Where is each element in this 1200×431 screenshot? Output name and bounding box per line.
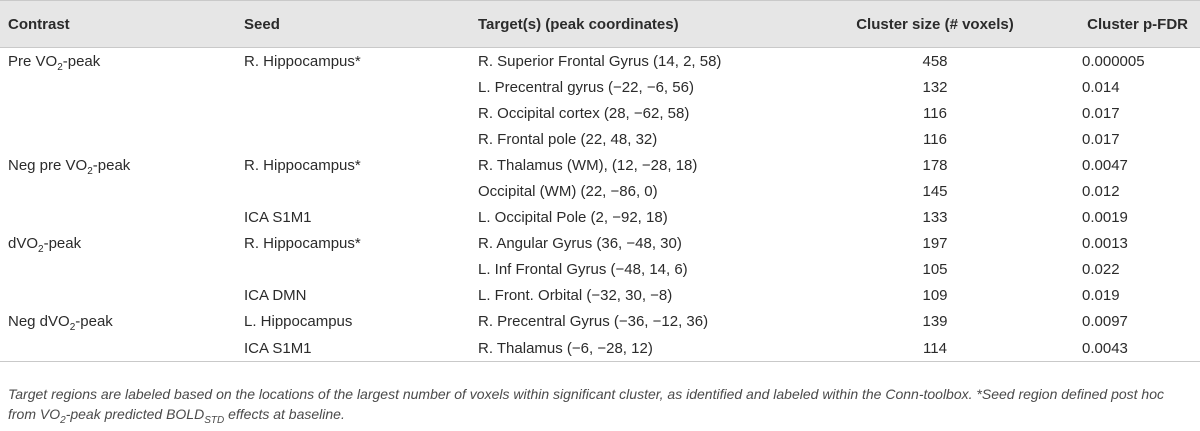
cell-p-fdr: 0.019 (1082, 287, 1120, 305)
cell-contrast (0, 100, 236, 126)
footnote-subscript-2: STD (204, 414, 225, 426)
cell-seed: R. Hippocampus* (244, 52, 361, 70)
cell-contrast (0, 178, 236, 204)
cell-target: R. Thalamus (WM), (12, −28, 18) (478, 156, 698, 174)
cell-contrast (0, 257, 236, 283)
cell-target: Occipital (WM) (22, −86, 0) (478, 183, 658, 201)
cell-seed (236, 126, 470, 152)
table-row (0, 74, 1200, 100)
cell-target: R. Frontal pole (22, 48, 32) (478, 130, 658, 148)
cell-p-fdr: 0.0047 (1082, 156, 1128, 174)
cell-p-fdr: 0.017 (1082, 104, 1120, 122)
contrast-sub: 2 (69, 322, 76, 334)
cell-cluster-size: 458 (922, 52, 948, 70)
cell-seed (236, 74, 470, 100)
header-seed: Seed (244, 15, 280, 33)
table-row (0, 205, 1200, 231)
table-row (0, 100, 1200, 126)
cell-cluster-size: 116 (923, 130, 947, 148)
cell-target: R. Angular Gyrus (36, −48, 30) (478, 235, 682, 253)
contrast-pre: Neg dVO (8, 313, 70, 331)
cell-seed: R. Hippocampus* (244, 235, 361, 253)
contrast-sub: 2 (87, 165, 93, 177)
cell-cluster-size: 132 (922, 78, 948, 96)
footnote-subscript-1: 2 (60, 414, 66, 426)
cell-target: R. Thalamus (−6, −28, 12) (470, 335, 800, 362)
cell-target: L. Precentral gyrus (−22, −6, 56) (478, 78, 694, 96)
footnote-text-1: Target regions are labeled based on the locations of the largest number of voxels within significant cluster, as identified and labeled within the Conn-toolbox. *Seed region defined post hoc from VO (8, 386, 1164, 422)
cell-contrast (0, 126, 236, 152)
cell-p-fdr: 0.000005 (1082, 52, 1145, 70)
table-row (0, 257, 1200, 283)
cell-contrast (0, 283, 236, 309)
cell-target: R. Superior Frontal Gyrus (14, 2, 58) (478, 52, 722, 70)
cell-target: R. Precentral Gyrus (−36, −12, 36) (478, 313, 709, 331)
contrast-sub: 2 (57, 61, 63, 73)
cell-seed: L. Hippocampus (244, 313, 353, 331)
cell-contrast (0, 152, 236, 178)
cell-cluster-size: 139 (922, 313, 948, 331)
cell-contrast (0, 48, 236, 75)
cell-p-fdr: 0.0097 (1082, 313, 1128, 331)
table-footnote (8, 384, 1193, 424)
cell-p-fdr: 0.014 (1082, 78, 1120, 96)
header-p-fdr: Cluster p-FDR (1087, 15, 1188, 33)
cell-seed: ICA S1M1 (244, 209, 312, 227)
table-row (0, 309, 1200, 335)
cell-cluster-size: 109 (922, 287, 948, 305)
cell-target: L. Inf Frontal Gyrus (−48, 14, 6) (478, 261, 688, 279)
contrast-post: -peak (62, 52, 101, 70)
cell-seed (236, 100, 470, 126)
table-row (0, 126, 1200, 152)
contrast-post: -peak (43, 235, 82, 253)
cell-contrast (0, 205, 236, 231)
footnote-text-3: effects at baseline. (224, 406, 345, 422)
cell-cluster-size: 145 (922, 183, 948, 201)
header-targets: Target(s) (peak coordinates) (478, 15, 679, 33)
cell-cluster-size: 133 (922, 209, 948, 227)
cell-cluster-size: 197 (922, 235, 948, 253)
cell-p-fdr: 0.012 (1082, 183, 1120, 201)
table-row (0, 335, 1200, 362)
cell-contrast (0, 74, 236, 100)
header-contrast: Contrast (8, 15, 70, 33)
cell-seed: ICA S1M1 (236, 335, 470, 362)
cell-p-fdr: 0.017 (1082, 130, 1120, 148)
cell-contrast (0, 231, 236, 257)
cell-seed (236, 257, 470, 283)
cell-p-fdr: 0.0019 (1082, 209, 1128, 227)
cell-seed: ICA DMN (244, 287, 307, 305)
cell-target: L. Occipital Pole (2, −92, 18) (478, 209, 668, 227)
footnote-text-2: -peak predicted BOLD (65, 406, 205, 422)
table-row (0, 48, 1200, 75)
cell-contrast (0, 309, 236, 335)
cell-seed: R. Hippocampus* (244, 156, 361, 174)
cell-p-fdr: 0.0013 (1082, 235, 1128, 253)
cell-seed (236, 178, 470, 204)
table-row (0, 152, 1200, 178)
contrast-pre: Neg pre VO (8, 156, 88, 174)
cell-target: L. Front. Orbital (−32, 30, −8) (478, 287, 673, 305)
table-header-row (0, 1, 1200, 48)
cell-target: R. Occipital cortex (28, −62, 58) (478, 104, 690, 122)
header-cluster-size: Cluster size (# voxels) (856, 15, 1014, 33)
table-body (0, 48, 1200, 362)
cell-contrast (0, 335, 236, 362)
contrast-sub: 2 (38, 244, 44, 256)
cell-cluster-size: 114 (800, 335, 1070, 362)
cell-p-fdr: 0.022 (1082, 261, 1120, 279)
cell-cluster-size: 178 (922, 156, 948, 174)
table-row (0, 231, 1200, 257)
table-row (0, 178, 1200, 204)
cell-p-fdr: 0.0043 (1070, 335, 1200, 362)
contrast-pre: dVO (8, 235, 39, 253)
cell-cluster-size: 116 (923, 104, 947, 122)
contrast-pre: Pre VO (8, 52, 58, 70)
cell-cluster-size: 105 (922, 261, 948, 279)
contrast-post: -peak (75, 313, 113, 331)
contrast-post: -peak (92, 156, 131, 174)
table-row (0, 283, 1200, 309)
